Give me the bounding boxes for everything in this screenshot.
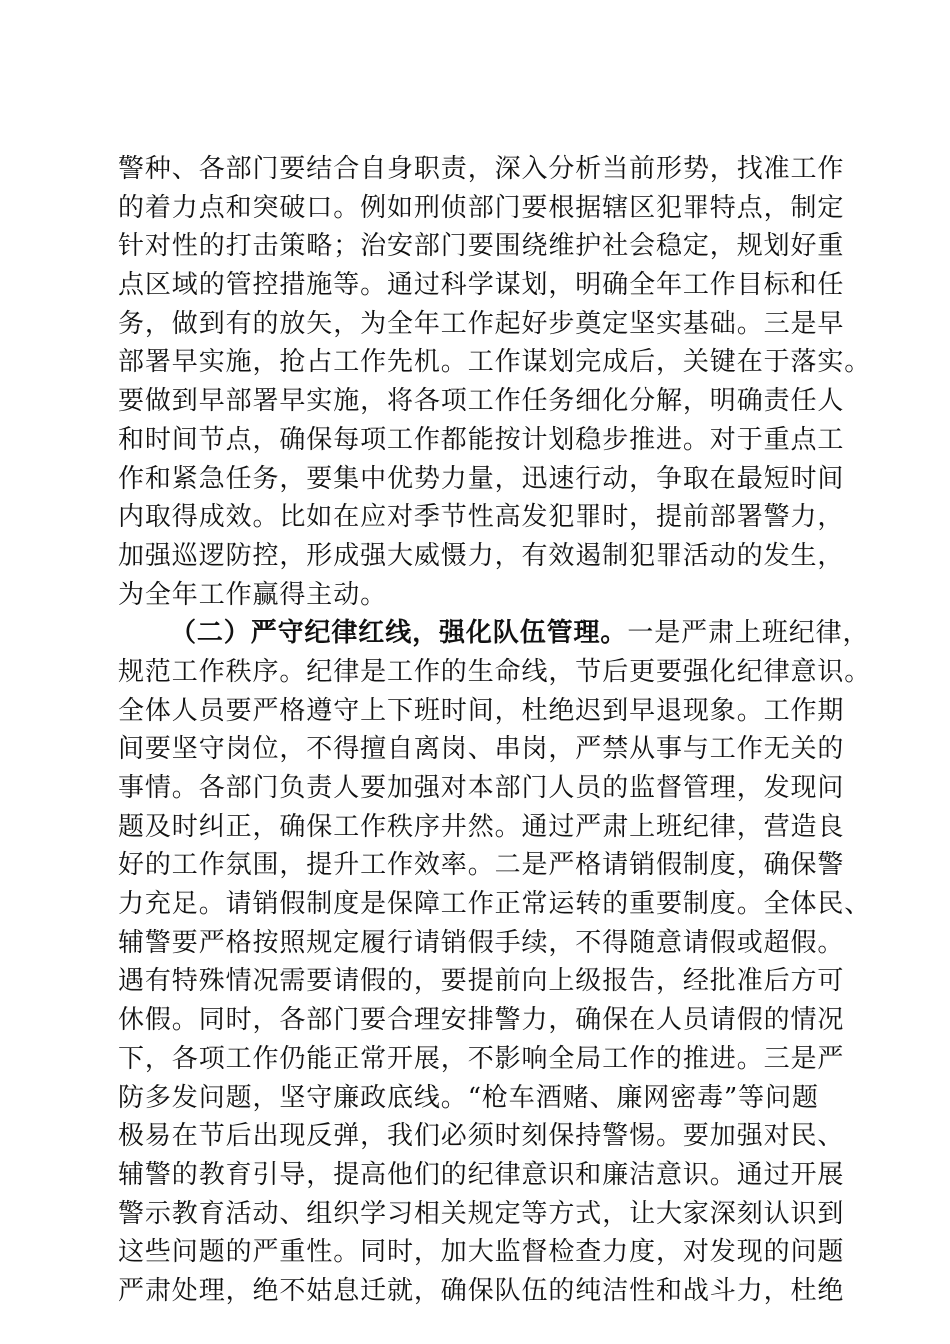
text-line: 务，做到有的放矢，为全年工作起好步奠定坚实基础。三是早 (118, 308, 845, 339)
text-line: 的着力点和突破口。例如刑侦部门要根据辖区犯罪特点，制定 (118, 192, 845, 223)
text-line: 作和紧急任务，要集中优势力量，迅速行动，争取在最短时间 (118, 463, 845, 494)
text-line: 极易在节后出现反弹，我们必须时刻保持警惕。要加强对民、 (118, 1121, 845, 1152)
text-line: 休假。同时，各部门要合理安排警力，确保在人员请假的情况 (118, 1005, 845, 1036)
text-line: 加强巡逻防控，形成强大威慑力，有效遏制犯罪活动的发生， (118, 540, 845, 571)
text-line: 要做到早部署早实施，将各项工作任务细化分解，明确责任人 (118, 386, 845, 417)
text-line: 辅警的教育引导，提高他们的纪律意识和廉洁意识。通过开展 (118, 1159, 845, 1190)
text-line: 辅警要严格按照规定履行请销假手续，不得随意请假或超假。 (118, 927, 845, 958)
text-line: 下，各项工作仍能正常开展，不影响全局工作的推进。三是严 (118, 1043, 845, 1074)
text-line: 点区域的管控措施等。通过科学谋划，明确全年工作目标和任 (118, 270, 845, 301)
text-line: 针对性的打击策略；治安部门要围绕维护社会稳定，规划好重 (118, 231, 845, 262)
text-line: 间要坚守岗位，不得擅自离岗、串岗，严禁从事与工作无关的 (118, 734, 845, 765)
text-line: 这些问题的严重性。同时，加大监督检查力度，对发现的问题 (118, 1237, 845, 1268)
text-line: 力充足。请销假制度是保障工作正常运转的重要制度。全体民、 (118, 889, 872, 920)
section-heading: （二）严守纪律红线，强化队伍管理。 (170, 618, 628, 649)
text-line: 好的工作氛围，提升工作效率。二是严格请销假制度，确保警 (118, 850, 845, 881)
text-line: 全体人员要严格遵守上下班时间，杜绝迟到早退现象。工作期 (118, 695, 845, 726)
text-line: 防多发问题，坚守廉政底线。“枪车酒赌、廉网密毒”等问题 (118, 1082, 819, 1113)
section-heading-line (118, 614, 870, 653)
text-line: 严肃处理，绝不姑息迁就，确保队伍的纯洁性和战斗力，杜绝 (118, 1275, 845, 1306)
body-text (118, 150, 872, 1311)
text-line: 和时间节点，确保每项工作都能按计划稳步推进。对于重点工 (118, 424, 845, 455)
text-line: 警种、各部门要结合自身职责，深入分析当前形势，找准工作 (118, 154, 845, 184)
text-line: 遇有特殊情况需要请假的，要提前向上级报告，经批准后方可 (118, 966, 845, 997)
text-line: 题及时纠正，确保工作秩序井然。通过严肃上班纪律，营造良 (118, 811, 845, 842)
text-line: 事情。各部门负责人要加强对本部门人员的监督管理，发现问 (118, 773, 845, 803)
text-line: 内取得成效。比如在应对季节性高发犯罪时，提前部署警力， (118, 502, 845, 533)
text-line: 规范工作秩序。纪律是工作的生命线，节后更要强化纪律意识。 (118, 656, 872, 687)
text-line: 为全年工作赢得主动。 (118, 579, 388, 610)
text-line: 部署早实施，抢占工作先机。工作谋划完成后，关键在于落实。 (118, 347, 872, 378)
text-line: 警示教育活动、组织学习相关规定等方式，让大家深刻认识到 (118, 1198, 845, 1229)
section-first-line-text: 一是严肃上班纪律， (627, 618, 870, 649)
